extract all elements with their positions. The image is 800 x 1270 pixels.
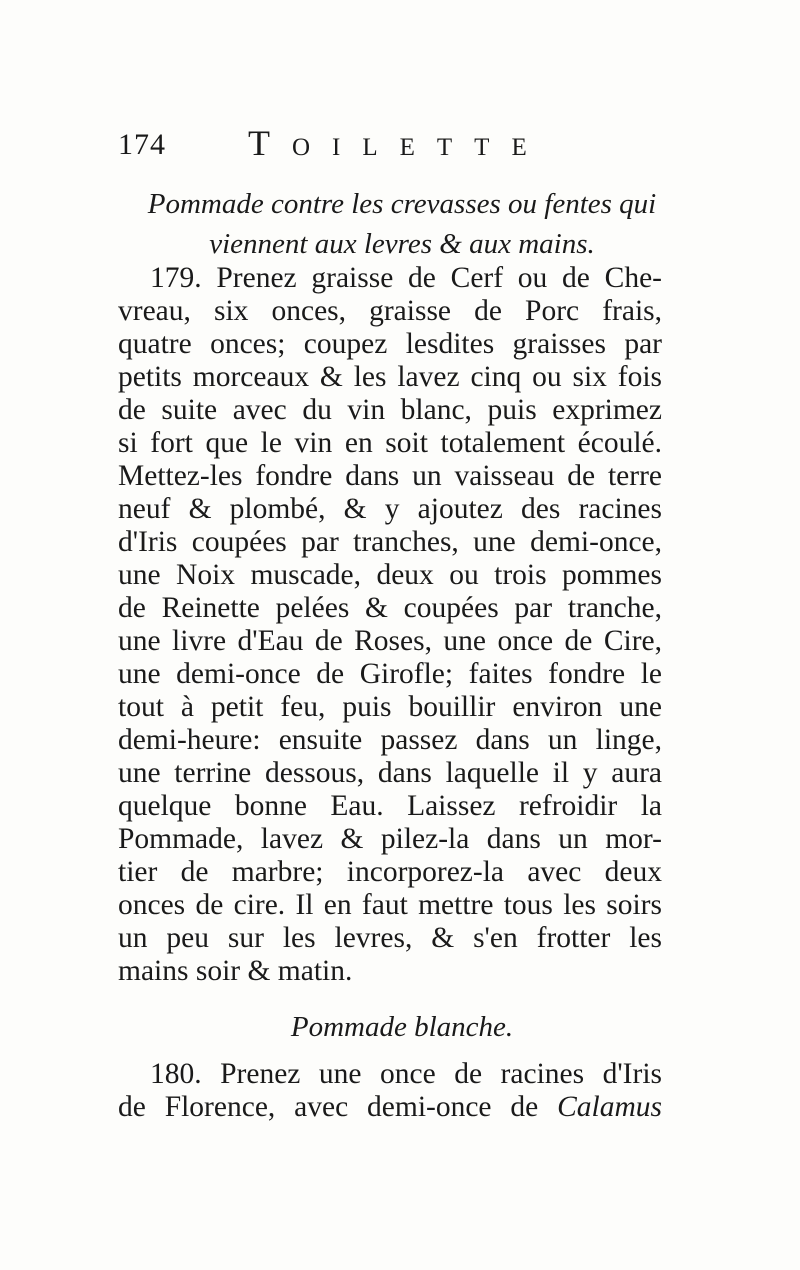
text-line (118, 1091, 662, 1124)
text-line: 179. Prenez graisse de Cerf ou de Che- (150, 262, 662, 294)
text-line: vreau, six onces, graisse de Porc frais, (118, 295, 662, 327)
page-number: 174 (118, 128, 166, 161)
section-heading-pommade-crevasses (112, 184, 692, 264)
section-heading-pommade-blanche: Pommade blanche. (290, 1011, 514, 1043)
text-line: quatre onces; coupez lesdites graisses par (118, 328, 662, 360)
text-line: tier de marbre; incorporez-la avec deux (118, 856, 662, 888)
text-line: d'Iris coupées par tranches, une demi-once, (118, 526, 662, 558)
text-line: une terrine dessous, dans laquelle il y aura (118, 757, 662, 789)
text-line: onces de cire. Il en faut mettre tous les soirs (118, 889, 662, 921)
page-header (118, 118, 678, 168)
text-line: demi-heure: ensuite passez dans un linge, (118, 724, 662, 756)
heading-line: Pommade contre les crevasses ou fentes qui (147, 188, 657, 220)
text-line: mains soir & matin. (118, 955, 353, 987)
text-line: Pommade, lavez & pilez-la dans un mor- (118, 823, 662, 855)
text-line: une demi-once de Girofle; faites fondre le (118, 658, 662, 690)
text-line: une livre d'Eau de Roses, une once de Cire, (118, 625, 662, 657)
text-line: une Noix muscade, deux ou trois pommes (118, 559, 662, 591)
italic-word: Calamus (557, 1091, 662, 1123)
text-line: Mettez-les fondre dans un vaisseau de terre (118, 460, 662, 492)
text-line: petits morceaux & les lavez cinq ou six fois (118, 361, 662, 393)
text-line: un peu sur les levres, & s'en frotter les (118, 922, 662, 954)
text-line: si fort que le vin en soit totalement écoulé. (118, 427, 662, 459)
text-segment: de Florence, avec demi-once de (118, 1091, 558, 1123)
text-line: de Reinette pelées & coupées par tranche, (118, 592, 662, 624)
text-line: quelque bonne Eau. Laissez refroidir la (118, 790, 662, 822)
running-head: Toilette (248, 123, 549, 163)
text-line: tout à petit feu, puis bouillir environ une (118, 691, 662, 723)
text-line: 180. Prenez une once de racines d'Iris (150, 1058, 662, 1090)
text-line: de suite avec du vin blanc, puis exprimez (118, 394, 662, 426)
text-line: neuf & plombé, & y ajoutez des racines (118, 493, 662, 525)
heading-line: viennent aux levres & aux mains. (209, 228, 595, 260)
